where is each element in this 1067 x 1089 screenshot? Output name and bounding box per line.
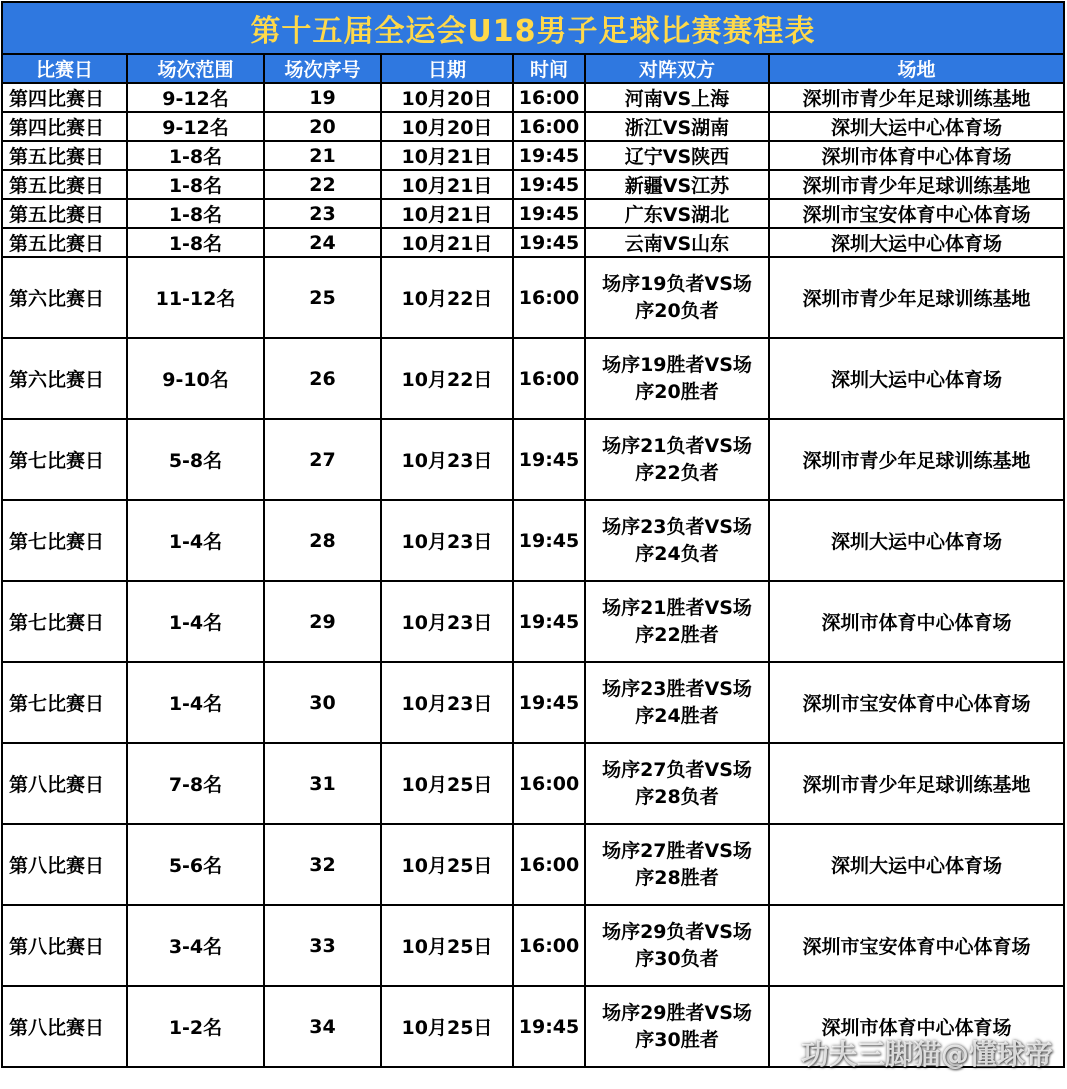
cell-date: 10月25日 <box>381 824 513 905</box>
table-row <box>2 170 1064 199</box>
cell-match-day: 第八比赛日 <box>2 986 127 1067</box>
cell-match-day: 第四比赛日 <box>2 112 127 141</box>
header-cell-day: 比赛日 <box>2 54 127 83</box>
cell-match-day: 第八比赛日 <box>2 905 127 986</box>
cell-fixture <box>585 905 769 986</box>
cell-time: 19:45 <box>513 419 585 500</box>
cell-date: 10月20日 <box>381 112 513 141</box>
cell-date: 10月25日 <box>381 905 513 986</box>
fixture-line-2: 序20负者 <box>635 299 719 322</box>
table-row <box>2 662 1064 743</box>
cell-match-number: 34 <box>264 986 381 1067</box>
fixture-line-2: 序24负者 <box>635 542 719 565</box>
cell-time: 16:00 <box>513 338 585 419</box>
cell-venue: 深圳市青少年足球训练基地 <box>769 170 1064 199</box>
cell-fixture <box>585 581 769 662</box>
cell-time: 19:45 <box>513 500 585 581</box>
cell-time: 19:45 <box>513 199 585 228</box>
page-title: 第十五届全运会U18男子足球比赛赛程表 <box>2 2 1064 54</box>
cell-venue: 深圳市青少年足球训练基地 <box>769 419 1064 500</box>
cell-match-day: 第五比赛日 <box>2 141 127 170</box>
fixture-line-1: 场序21负者VS场 <box>602 434 752 457</box>
cell-match-day: 第八比赛日 <box>2 824 127 905</box>
table-row <box>2 112 1064 141</box>
header-cell-match: 对阵双方 <box>585 54 769 83</box>
table-row <box>2 338 1064 419</box>
fixture-line-1: 场序19胜者VS场 <box>602 353 752 376</box>
cell-venue: 深圳大运中心体育场 <box>769 824 1064 905</box>
fixture-line-1: 场序23胜者VS场 <box>602 677 752 700</box>
fixture-line-1: 场序19负者VS场 <box>602 272 752 295</box>
table-row <box>2 905 1064 986</box>
cell-fixture <box>585 824 769 905</box>
cell-match-day: 第五比赛日 <box>2 228 127 257</box>
fixture-line-2: 序20胜者 <box>635 380 719 403</box>
cell-fixture <box>585 338 769 419</box>
cell-match-day: 第五比赛日 <box>2 170 127 199</box>
cell-fixture: 新疆VS江苏 <box>585 170 769 199</box>
cell-match-number: 28 <box>264 500 381 581</box>
cell-date: 10月22日 <box>381 338 513 419</box>
cell-fixture: 广东VS湖北 <box>585 199 769 228</box>
cell-placement-range: 1-4名 <box>127 581 264 662</box>
table-row <box>2 743 1064 824</box>
cell-match-number: 25 <box>264 257 381 338</box>
cell-date: 10月25日 <box>381 743 513 824</box>
cell-match-number: 21 <box>264 141 381 170</box>
table-row <box>2 986 1064 1067</box>
header-cell-date: 日期 <box>381 54 513 83</box>
cell-date: 10月23日 <box>381 419 513 500</box>
header-cell-range: 场次范围 <box>127 54 264 83</box>
cell-placement-range: 9-10名 <box>127 338 264 419</box>
header-cell-time: 时间 <box>513 54 585 83</box>
cell-time: 16:00 <box>513 83 585 112</box>
cell-placement-range: 1-2名 <box>127 986 264 1067</box>
cell-placement-range: 7-8名 <box>127 743 264 824</box>
cell-time: 19:45 <box>513 170 585 199</box>
cell-venue: 深圳大运中心体育场 <box>769 112 1064 141</box>
cell-date: 10月21日 <box>381 170 513 199</box>
cell-match-number: 29 <box>264 581 381 662</box>
cell-date: 10月21日 <box>381 199 513 228</box>
cell-match-number: 30 <box>264 662 381 743</box>
cell-match-number: 32 <box>264 824 381 905</box>
cell-fixture <box>585 662 769 743</box>
fixture-line-2: 序30胜者 <box>635 1028 719 1051</box>
table-header-row <box>2 54 1064 83</box>
cell-date: 10月21日 <box>381 228 513 257</box>
cell-placement-range: 5-6名 <box>127 824 264 905</box>
cell-time: 19:45 <box>513 662 585 743</box>
cell-venue: 深圳市青少年足球训练基地 <box>769 83 1064 112</box>
cell-date: 10月23日 <box>381 662 513 743</box>
fixture-line-2: 序24胜者 <box>635 704 719 727</box>
cell-time: 19:45 <box>513 228 585 257</box>
cell-fixture: 云南VS山东 <box>585 228 769 257</box>
fixture-line-1: 场序27胜者VS场 <box>602 839 752 862</box>
cell-placement-range: 1-8名 <box>127 199 264 228</box>
cell-match-number: 19 <box>264 83 381 112</box>
table-row <box>2 83 1064 112</box>
cell-match-day: 第六比赛日 <box>2 338 127 419</box>
cell-fixture: 浙江VS湖南 <box>585 112 769 141</box>
cell-match-number: 26 <box>264 338 381 419</box>
cell-fixture <box>585 500 769 581</box>
cell-fixture: 辽宁VS陕西 <box>585 141 769 170</box>
cell-match-day: 第七比赛日 <box>2 419 127 500</box>
cell-date: 10月23日 <box>381 500 513 581</box>
cell-time: 19:45 <box>513 141 585 170</box>
table-row <box>2 581 1064 662</box>
cell-time: 16:00 <box>513 743 585 824</box>
fixture-line-2: 序28负者 <box>635 785 719 808</box>
cell-venue: 深圳市宝安体育中心体育场 <box>769 905 1064 986</box>
cell-venue: 深圳市青少年足球训练基地 <box>769 257 1064 338</box>
cell-match-number: 31 <box>264 743 381 824</box>
cell-placement-range: 1-4名 <box>127 662 264 743</box>
cell-date: 10月23日 <box>381 581 513 662</box>
cell-venue: 深圳大运中心体育场 <box>769 500 1064 581</box>
cell-time: 19:45 <box>513 986 585 1067</box>
cell-match-number: 24 <box>264 228 381 257</box>
cell-fixture <box>585 986 769 1067</box>
cell-time: 16:00 <box>513 905 585 986</box>
cell-venue: 深圳市体育中心体育场 <box>769 581 1064 662</box>
cell-date: 10月21日 <box>381 141 513 170</box>
cell-venue: 深圳大运中心体育场 <box>769 338 1064 419</box>
cell-placement-range: 1-8名 <box>127 228 264 257</box>
fixture-line-2: 序28胜者 <box>635 866 719 889</box>
fixture-line-1: 场序23负者VS场 <box>602 515 752 538</box>
table-row <box>2 199 1064 228</box>
cell-time: 16:00 <box>513 112 585 141</box>
header-cell-venue: 场地 <box>769 54 1064 83</box>
cell-match-day: 第七比赛日 <box>2 581 127 662</box>
cell-fixture: 河南VS上海 <box>585 83 769 112</box>
watermark: 功夫三脚猫@懂球帝 <box>800 1038 1053 1071</box>
cell-date: 10月22日 <box>381 257 513 338</box>
cell-match-number: 27 <box>264 419 381 500</box>
cell-fixture <box>585 257 769 338</box>
fixture-line-1: 场序21胜者VS场 <box>602 596 752 619</box>
cell-fixture <box>585 419 769 500</box>
cell-time: 19:45 <box>513 581 585 662</box>
cell-match-day: 第五比赛日 <box>2 199 127 228</box>
schedule-table <box>1 1 1065 1068</box>
cell-placement-range: 11-12名 <box>127 257 264 338</box>
cell-placement-range: 9-12名 <box>127 83 264 112</box>
cell-match-number: 23 <box>264 199 381 228</box>
cell-venue: 深圳市体育中心体育场 <box>769 986 1064 1067</box>
table-row <box>2 500 1064 581</box>
fixture-line-1: 场序29胜者VS场 <box>602 1001 752 1024</box>
cell-time: 16:00 <box>513 824 585 905</box>
cell-time: 16:00 <box>513 257 585 338</box>
fixture-line-1: 场序29负者VS场 <box>602 920 752 943</box>
cell-placement-range: 5-8名 <box>127 419 264 500</box>
cell-match-day: 第七比赛日 <box>2 500 127 581</box>
cell-match-number: 20 <box>264 112 381 141</box>
table-row <box>2 419 1064 500</box>
fixture-line-2: 序22胜者 <box>635 623 719 646</box>
table-row <box>2 141 1064 170</box>
cell-match-number: 33 <box>264 905 381 986</box>
header-cell-number: 场次序号 <box>264 54 381 83</box>
cell-placement-range: 3-4名 <box>127 905 264 986</box>
cell-placement-range: 9-12名 <box>127 112 264 141</box>
fixture-line-1: 场序27负者VS场 <box>602 758 752 781</box>
cell-venue: 深圳市青少年足球训练基地 <box>769 743 1064 824</box>
cell-venue: 深圳市宝安体育中心体育场 <box>769 199 1064 228</box>
table-row <box>2 824 1064 905</box>
cell-fixture <box>585 743 769 824</box>
cell-match-day: 第四比赛日 <box>2 83 127 112</box>
cell-venue: 深圳市体育中心体育场 <box>769 141 1064 170</box>
cell-match-day: 第六比赛日 <box>2 257 127 338</box>
cell-venue: 深圳大运中心体育场 <box>769 228 1064 257</box>
fixture-line-2: 序30负者 <box>635 947 719 970</box>
cell-match-day: 第七比赛日 <box>2 662 127 743</box>
cell-date: 10月20日 <box>381 83 513 112</box>
cell-date: 10月25日 <box>381 986 513 1067</box>
cell-placement-range: 1-4名 <box>127 500 264 581</box>
cell-placement-range: 1-8名 <box>127 141 264 170</box>
fixture-line-2: 序22负者 <box>635 461 719 484</box>
cell-match-day: 第八比赛日 <box>2 743 127 824</box>
cell-match-number: 22 <box>264 170 381 199</box>
cell-placement-range: 1-8名 <box>127 170 264 199</box>
table-row <box>2 257 1064 338</box>
cell-venue: 深圳市宝安体育中心体育场 <box>769 662 1064 743</box>
table-row <box>2 228 1064 257</box>
